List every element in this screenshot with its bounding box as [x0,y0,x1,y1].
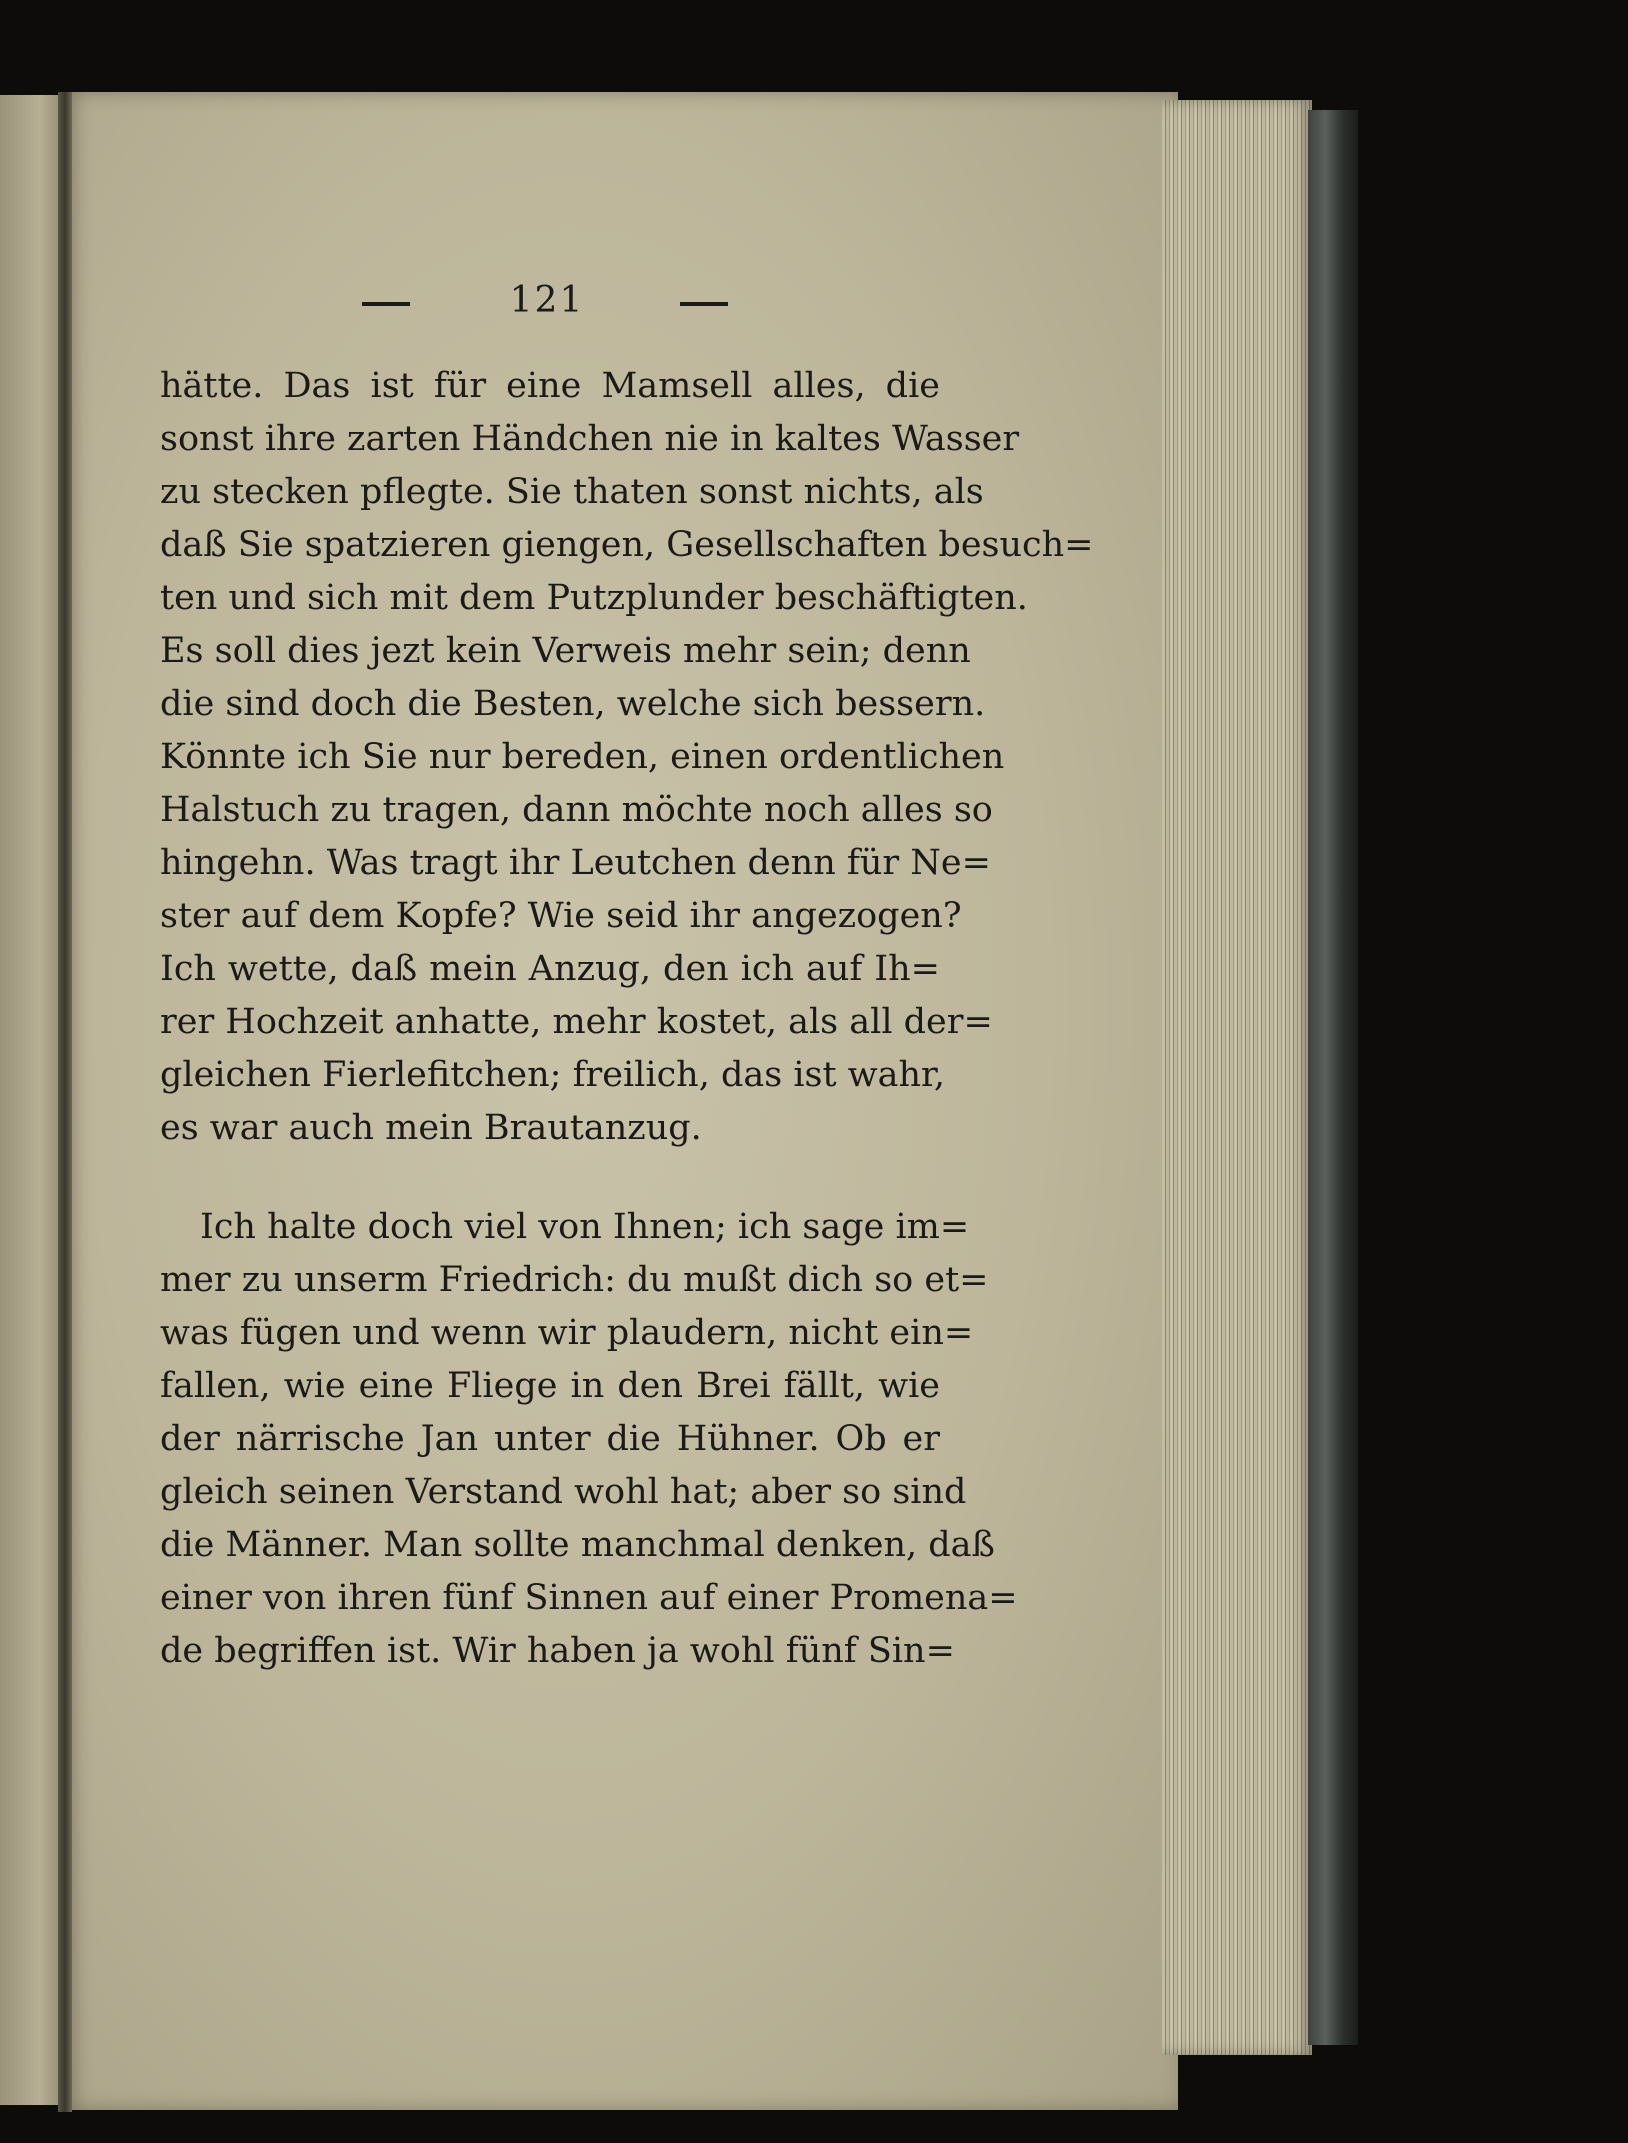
page-edges-stack [1162,100,1312,2055]
text-line: Es soll dies jezt kein Verweis mehr sein; denn [160,631,971,671]
book-cover-board [1308,110,1358,2045]
paragraph-1 [160,360,1094,1155]
text-line: Ich wette, daß mein Anzug, den ich auf Ih= [160,949,940,989]
text-line: hingehn. Was tragt ihr Leutchen denn für Ne= [160,843,991,883]
text-line: gleich seinen Verstand wohl hat; aber so sind [160,1472,967,1512]
previous-page-edge [0,95,66,2105]
text-line: einer von ihren fünf Sinnen auf einer Promena= [160,1578,1018,1618]
page-text-block [160,280,1094,1678]
text-line: hätte. Das ist für eine Mamsell alles, die [160,366,940,406]
text-line: zu stecken pflegte. Sie thaten sonst nichts, als [160,472,984,512]
text-line: es war auch mein Brautanzug. [160,1108,702,1148]
header-dash-right [680,302,728,306]
text-line: ster auf dem Kopfe? Wie seid ihr angezogen? [160,896,962,936]
text-line: was fügen und wenn wir plaudern, nicht ein= [160,1313,974,1353]
text-line: die Männer. Man sollte manchmal denken, daß [160,1525,995,1565]
book-gutter [58,92,72,2112]
text-line: ten und sich mit dem Putzplunder beschäftigten. [160,578,1028,618]
text-line: Ich halte doch viel von Ihnen; ich sage im= [200,1207,970,1247]
text-line: die sind doch die Besten, welche sich bessern. [160,684,986,724]
text-line: de begriffen ist. Wir haben ja wohl fünf Sin= [160,1631,955,1671]
paragraph-2 [160,1201,1018,1678]
text-line: der närrische Jan unter die Hühner. Ob er [160,1419,940,1459]
text-line: daß Sie spatzieren giengen, Gesellschaften besuch= [160,525,1094,565]
text-line: sonst ihre zarten Händchen nie in kaltes Wasser [160,419,1020,459]
text-line: mer zu unserm Friedrich: du mußt dich so et= [160,1260,989,1300]
text-line: Könnte ich Sie nur bereden, einen ordentlichen [160,737,1005,777]
text-line: Halstuch zu tragen, dann möchte noch alles so [160,790,993,830]
text-line: gleichen Fierlefitchen; freilich, das ist wahr, [160,1055,946,1095]
page-header [160,280,940,340]
text-line: rer Hochzeit anhatte, mehr kostet, als all der= [160,1002,993,1042]
text-line: fallen, wie eine Fliege in den Brei fällt, wie [160,1366,940,1406]
header-dash-left [362,302,410,306]
page-number: 121 [509,280,585,321]
paragraph-gap [160,1155,940,1201]
